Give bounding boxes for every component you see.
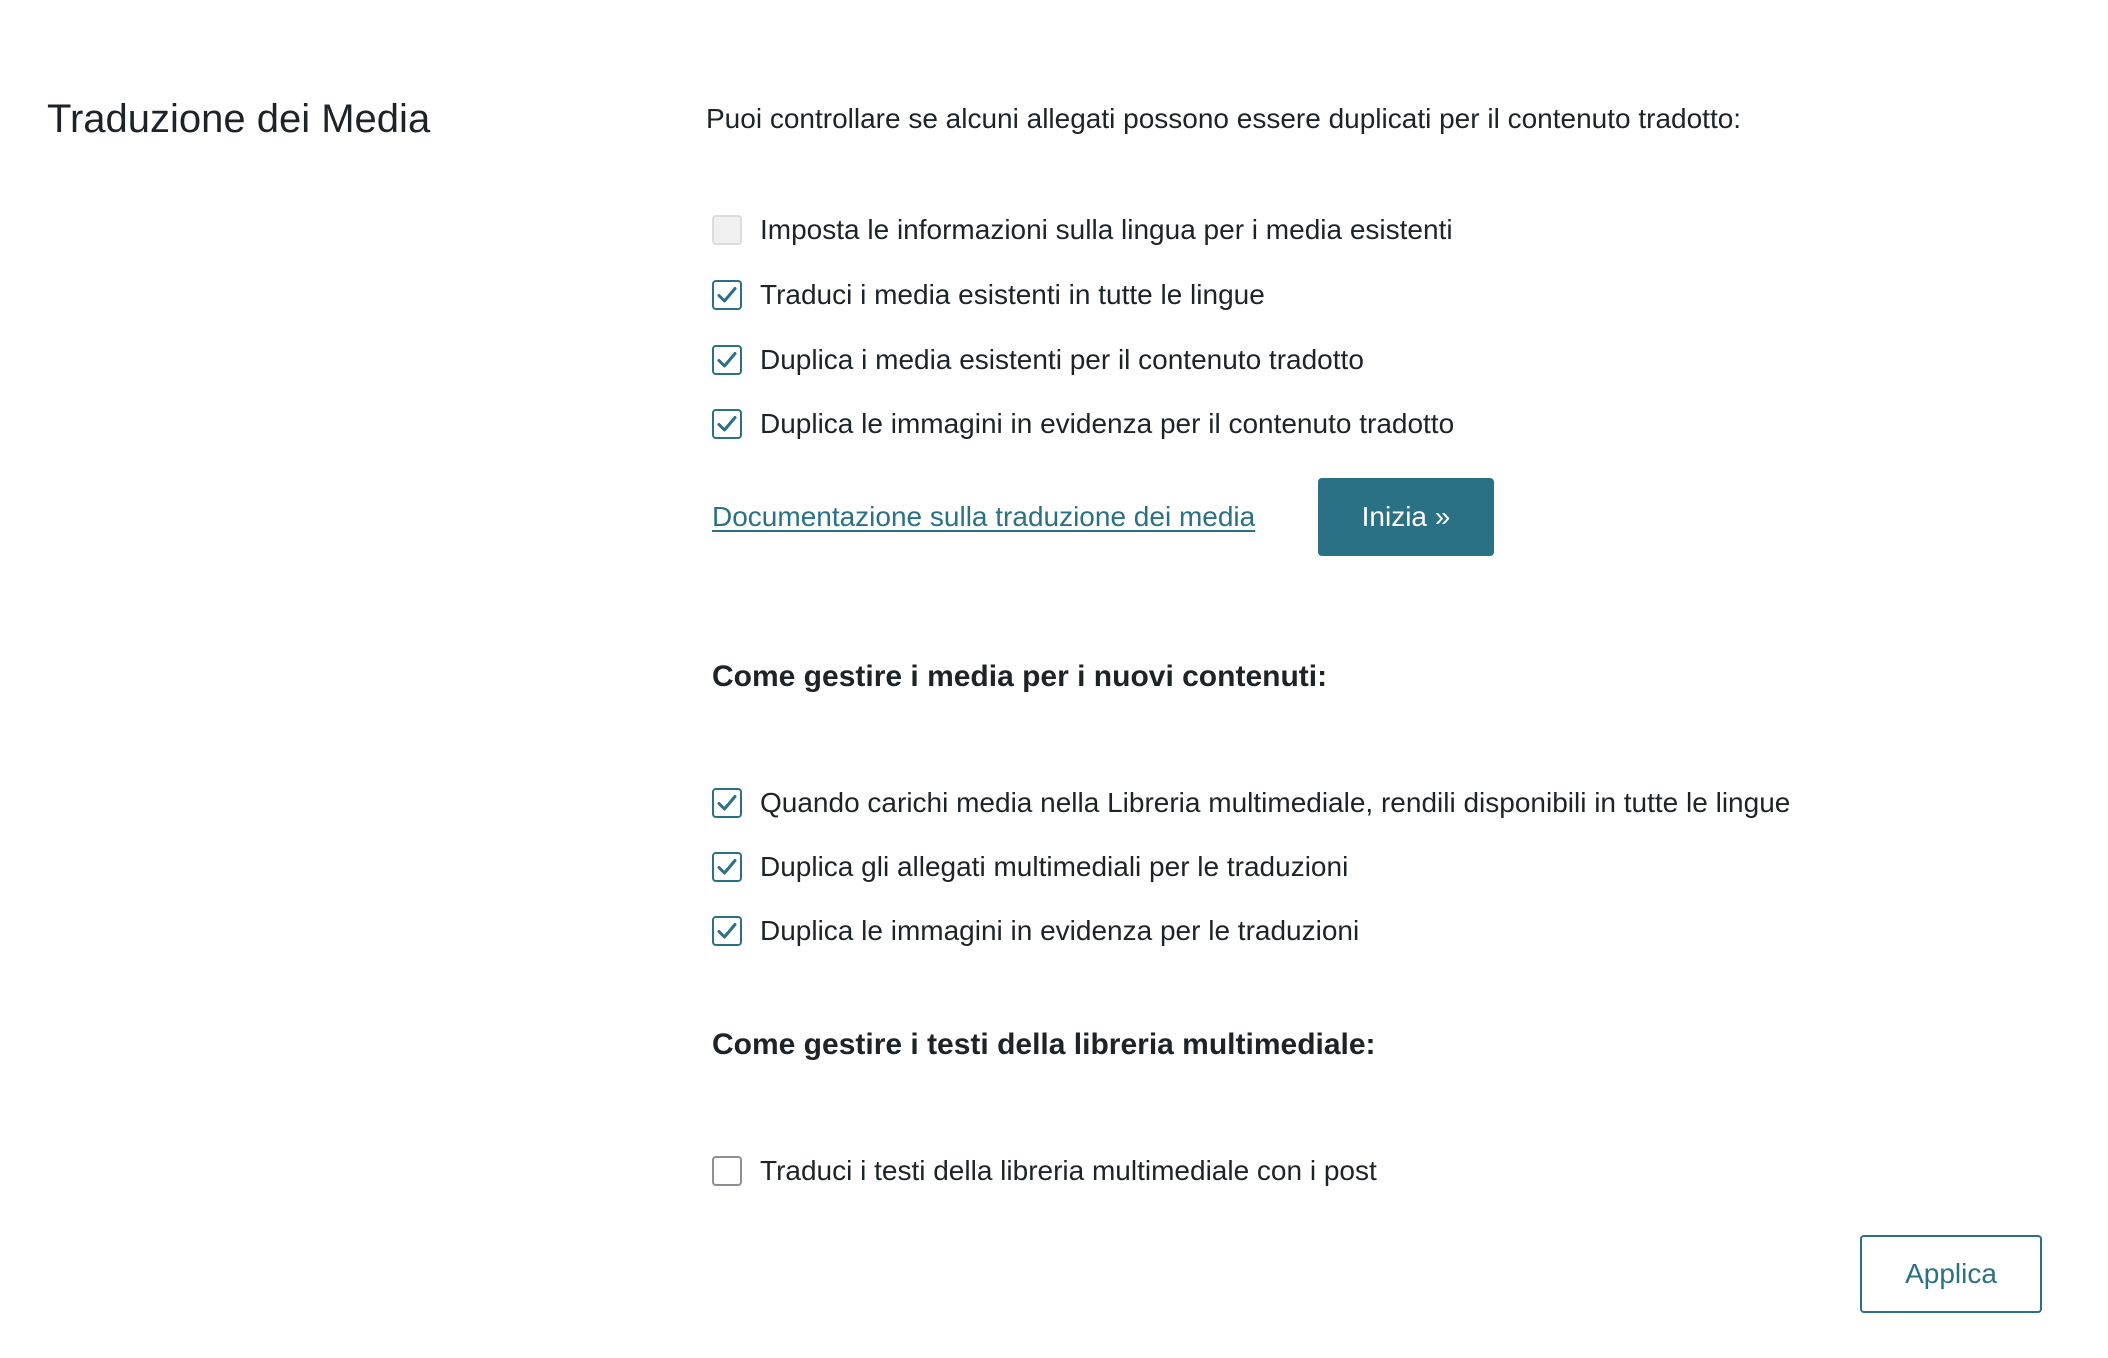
start-button[interactable]: Inizia »: [1318, 478, 1494, 556]
option-duplicate-existing-media[interactable]: [712, 340, 1364, 380]
option-label: Traduci i testi della libreria multimediale con i post: [760, 1155, 1377, 1186]
option-duplicate-featured-translations[interactable]: [712, 911, 1359, 951]
option-label: Traduci i media esistenti in tutte le lingue: [760, 279, 1265, 310]
option-upload-all-languages[interactable]: [712, 783, 1790, 823]
checkbox-translate-existing-media[interactable]: [712, 280, 742, 310]
option-label: Duplica gli allegati multimediali per le traduzioni: [760, 851, 1349, 882]
checkbox-duplicate-featured-existing[interactable]: [712, 409, 742, 439]
checkmark-icon: [715, 855, 739, 879]
option-label: Duplica le immagini in evidenza per il contenuto tradotto: [760, 408, 1455, 439]
option-label: Quando carichi media nella Libreria multimediale, rendili disponibili in tutte le lingue: [760, 787, 1791, 818]
apply-button[interactable]: Applica: [1860, 1235, 2042, 1313]
option-translate-existing-media[interactable]: [712, 275, 1265, 315]
checkmark-icon: [715, 412, 739, 436]
option-label: Duplica i media esistenti per il contenuto tradotto: [760, 344, 1364, 375]
checkbox-set-language-existing-media: [712, 215, 742, 245]
checkbox-duplicate-existing-media[interactable]: [712, 345, 742, 375]
option-duplicate-attachments[interactable]: [712, 847, 1348, 887]
media-translation-docs-link[interactable]: Documentazione sulla traduzione dei media: [712, 501, 1256, 532]
option-set-language-existing-media: [712, 210, 1453, 250]
checkbox-translate-media-texts[interactable]: [712, 1156, 742, 1186]
option-label: Imposta le informazioni sulla lingua per i media esistenti: [760, 214, 1453, 245]
option-duplicate-featured-existing[interactable]: [712, 404, 1454, 444]
intro-text: Puoi controllare se alcuni allegati possono essere duplicati per il contenuto tradotto:: [706, 103, 1742, 134]
checkbox-duplicate-featured-translations[interactable]: [712, 916, 742, 946]
section-title: Traduzione dei Media: [47, 97, 431, 141]
option-label: Duplica le immagini in evidenza per le traduzioni: [760, 915, 1360, 946]
checkmark-icon: [715, 791, 739, 815]
checkmark-icon: [715, 283, 739, 307]
media-texts-heading: Come gestire i testi della libreria multimediale:: [712, 1028, 1376, 1061]
option-translate-media-texts[interactable]: [712, 1151, 1377, 1191]
checkmark-icon: [715, 919, 739, 943]
checkbox-upload-all-languages[interactable]: [712, 788, 742, 818]
new-content-heading: Come gestire i media per i nuovi contenuti:: [712, 660, 1328, 693]
checkbox-duplicate-attachments[interactable]: [712, 852, 742, 882]
checkmark-icon: [715, 348, 739, 372]
